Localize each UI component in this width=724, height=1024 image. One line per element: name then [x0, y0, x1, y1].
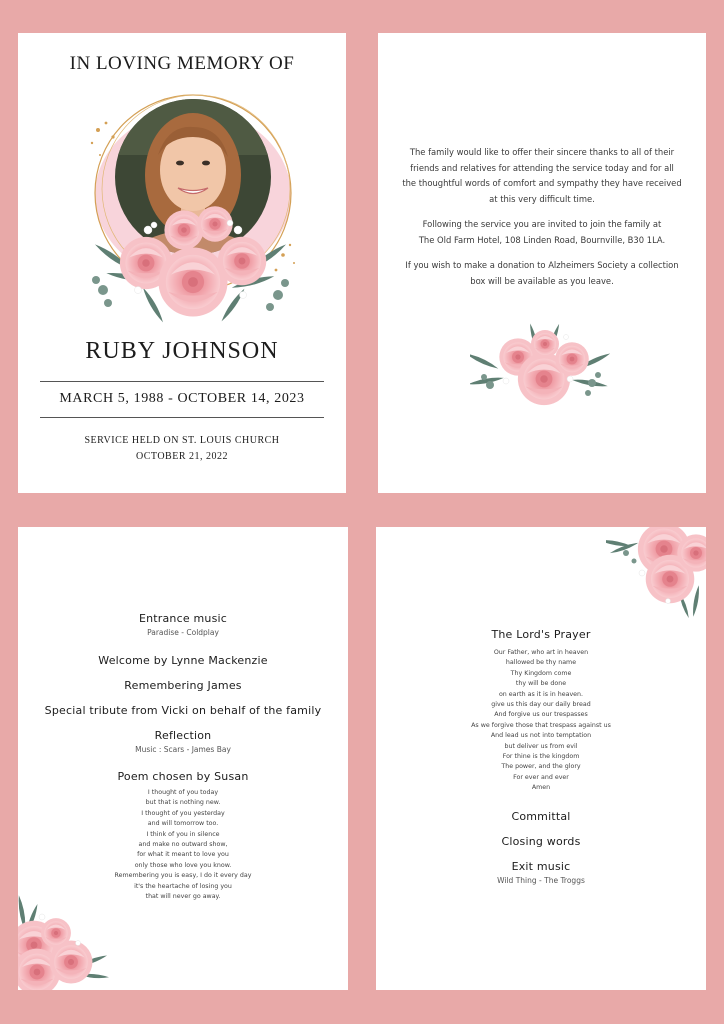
service-location: SERVICE HELD ON ST. LOUIS CHURCH: [84, 435, 280, 446]
prayer-line: give us this day our daily bread: [491, 701, 591, 709]
prayer-line: Amen: [531, 784, 551, 792]
service-info: [18, 433, 346, 465]
entrance-section: [18, 612, 348, 637]
corner-peony-icon: [18, 895, 118, 990]
welcome-section: [18, 654, 348, 667]
prayer-title: The Lord's Prayer: [491, 628, 591, 641]
prayer-line: thy will be done: [515, 680, 567, 688]
poem-line: it's the heartache of losing you: [134, 882, 232, 890]
prayer-line: And forgive us our trespasses: [494, 711, 588, 719]
poem-line: for what it meant to love you: [137, 851, 229, 859]
poem-section: [18, 770, 348, 902]
welcome-title: Welcome by Lynne Mackenzie: [98, 654, 268, 667]
poem-line: I thought of you yesterday: [141, 809, 225, 817]
poem-line: only those who love you know.: [134, 861, 232, 869]
remembering-section: [18, 679, 348, 692]
life-dates: MARCH 5, 1988 - OCTOBER 14, 2023: [59, 391, 305, 406]
poem-line: and make no outward show,: [138, 841, 228, 849]
poem-line: but that is nothing new.: [145, 799, 221, 807]
text-line: If you wish to make a donation to Alzheimers Society a collection: [405, 260, 679, 270]
prayer-section: [376, 628, 706, 794]
closing-title: Closing words: [501, 835, 581, 848]
text-line: at this very difficult time.: [489, 193, 595, 204]
divider-bottom: [40, 417, 324, 418]
exit-section: [376, 860, 706, 885]
tribute-title: Special tribute from Vicki on behalf of the family: [44, 704, 322, 717]
reflection-section: [18, 729, 348, 754]
thanks-paragraph: [402, 145, 682, 207]
peony-bouquet-icon: [470, 323, 610, 408]
closing-section: [376, 835, 706, 848]
committal-section: [376, 810, 706, 823]
reflection-music: Music : Scars - James Bay: [135, 745, 231, 754]
order-of-service-panel: [18, 527, 348, 990]
prayer-text: [376, 648, 706, 794]
poem-line: and will tomorrow too.: [147, 820, 219, 828]
exit-title: Exit music: [511, 860, 571, 873]
corner-peony-icon: [606, 527, 706, 619]
divider-top: [40, 381, 324, 382]
poem-text: [18, 788, 348, 902]
memorial-heading: IN LOVING MEMORY OF: [69, 53, 295, 74]
thank-you-text: [402, 145, 682, 299]
portrait-with-flowers: [78, 85, 308, 330]
prayer-line: hallowed be thy name: [505, 659, 577, 667]
text-line: the thoughtful words of comfort and sympathy they have received: [402, 178, 682, 188]
remembering-title: Remembering James: [124, 679, 242, 692]
committal-title: Committal: [511, 810, 571, 823]
prayer-line: For thine is the kingdom: [502, 753, 580, 761]
exit-song: Wild Thing - The Troggs: [497, 876, 585, 885]
poem-title: Poem chosen by Susan: [117, 770, 249, 783]
text-line: The Old Farm Hotel, 108 Linden Road, Bournville, B30 1LA.: [418, 234, 666, 245]
prayer-line: And lead us not into temptation: [490, 732, 592, 740]
deceased-name: RUBY JOHNSON: [85, 338, 279, 364]
poem-line: I thought of you today: [147, 789, 219, 796]
text-line: The family would like to offer their sincere thanks to all of their: [409, 147, 675, 157]
reception-paragraph: [402, 217, 682, 248]
reflection-title: Reflection: [154, 729, 212, 742]
poem-line: I think of you in silence: [146, 830, 220, 838]
text-line: box will be available as you leave.: [470, 275, 614, 286]
thank-you-panel: [378, 33, 706, 493]
tribute-section: [18, 704, 348, 717]
prayer-line: Thy Kingdom come: [510, 669, 572, 677]
prayer-line: but deliver us from evil: [504, 742, 578, 750]
donation-paragraph: [402, 258, 682, 289]
service-date: OCTOBER 21, 2022: [136, 451, 228, 462]
poem-line: Remembering you is easy, I do it every day: [114, 872, 252, 880]
prayer-panel: [376, 527, 706, 990]
text-line: friends and relatives for attending the service today and for all: [410, 162, 674, 173]
prayer-line: Our Father, who art in heaven: [493, 649, 589, 656]
poem-line: that will never go away.: [145, 893, 221, 901]
prayer-line: For ever and ever: [513, 773, 569, 781]
front-cover-panel: [18, 33, 346, 493]
entrance-title: Entrance music: [138, 612, 228, 625]
entrance-song: Paradise - Coldplay: [147, 628, 219, 637]
prayer-line: The power, and the glory: [501, 763, 581, 771]
peony-bouquet-icon: [78, 85, 308, 330]
prayer-line: As we forgive those that trespass against us: [471, 721, 611, 729]
prayer-line: on earth as it is in heaven.: [498, 690, 584, 698]
text-line: Following the service you are invited to join the family at: [422, 219, 662, 229]
